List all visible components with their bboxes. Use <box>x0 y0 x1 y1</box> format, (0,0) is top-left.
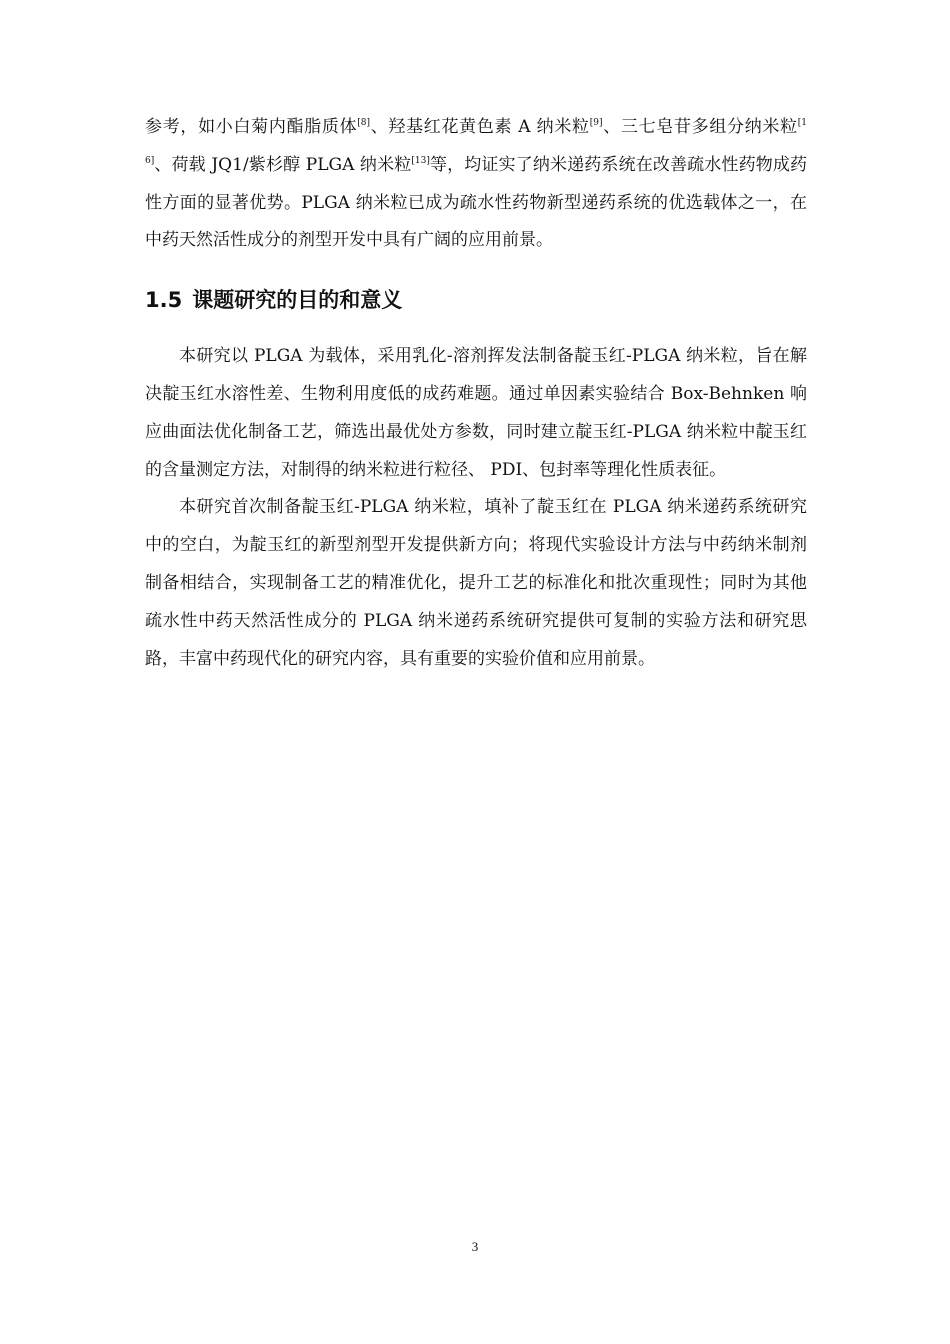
intro-text-2: 、羟基红花黄色素 A 纳米粒 <box>370 117 590 137</box>
page-number: 3 <box>471 1239 479 1254</box>
section-title: 课题研究的目的和意义 <box>192 288 403 313</box>
body-paragraph: 本研究以 PLGA 为载体，采用乳化-溶剂挥发法制备靛玉红-PLGA 纳米粒，旨在解决靛玉红水溶性差、生物利用度低的成药难题。通过单因素实验结合 Box-Behnken 响应曲面法优化制备工艺，筛选出最优处方参数，同时建立靛玉红-PLGA 纳米粒中靛玉红的含量测定方法，对制得的纳米粒进行粒径、 PDI、包封率等理化性质表征。 <box>145 346 807 480</box>
body-paragraph: 本研究首次制备靛玉红-PLGA 纳米粒，填补了靛玉红在 PLGA 纳米递药系统研究中的空白，为靛玉红的新型剂型开发提供新方向；将现代实验设计方法与中药纳米制剂制备相结合，实现制备工艺的精准优化，提升工艺的标准化和批次重现性；同时为其他疏水性中药天然活性成分的 PLGA 纳米递药系统研究提供可复制的实验方法和研究思路，丰富中药现代化的研究内容，具有重要的实验价值和应用前景。 <box>145 497 807 669</box>
citation-ref: [8] <box>357 118 371 128</box>
intro-paragraph <box>145 109 807 260</box>
page-content <box>145 109 807 678</box>
intro-text-1: 参考，如小白菊内酯脂质体 <box>145 117 358 137</box>
citation-ref: [9] <box>589 118 603 128</box>
citation-ref: [13] <box>411 155 430 166</box>
section-number: 1.5 <box>145 288 183 313</box>
section-heading <box>145 282 807 318</box>
citation-ref: [16] <box>145 118 808 166</box>
intro-text-5: 等，均证实了纳米递药系统在改善疏水性药物成药性方面的显著优势。PLGA 纳米粒已成为疏水性药物新型递药系统的优选载体之一，在中药天然活性成分的剂型开发中具有广阔的应用前景。 <box>145 154 808 251</box>
intro-text-3: 、三七皂苷多组分纳米粒 <box>602 117 798 137</box>
intro-text-4: 、荷载 JQ1/紫杉醇 PLGA 纳米粒 <box>154 154 412 175</box>
